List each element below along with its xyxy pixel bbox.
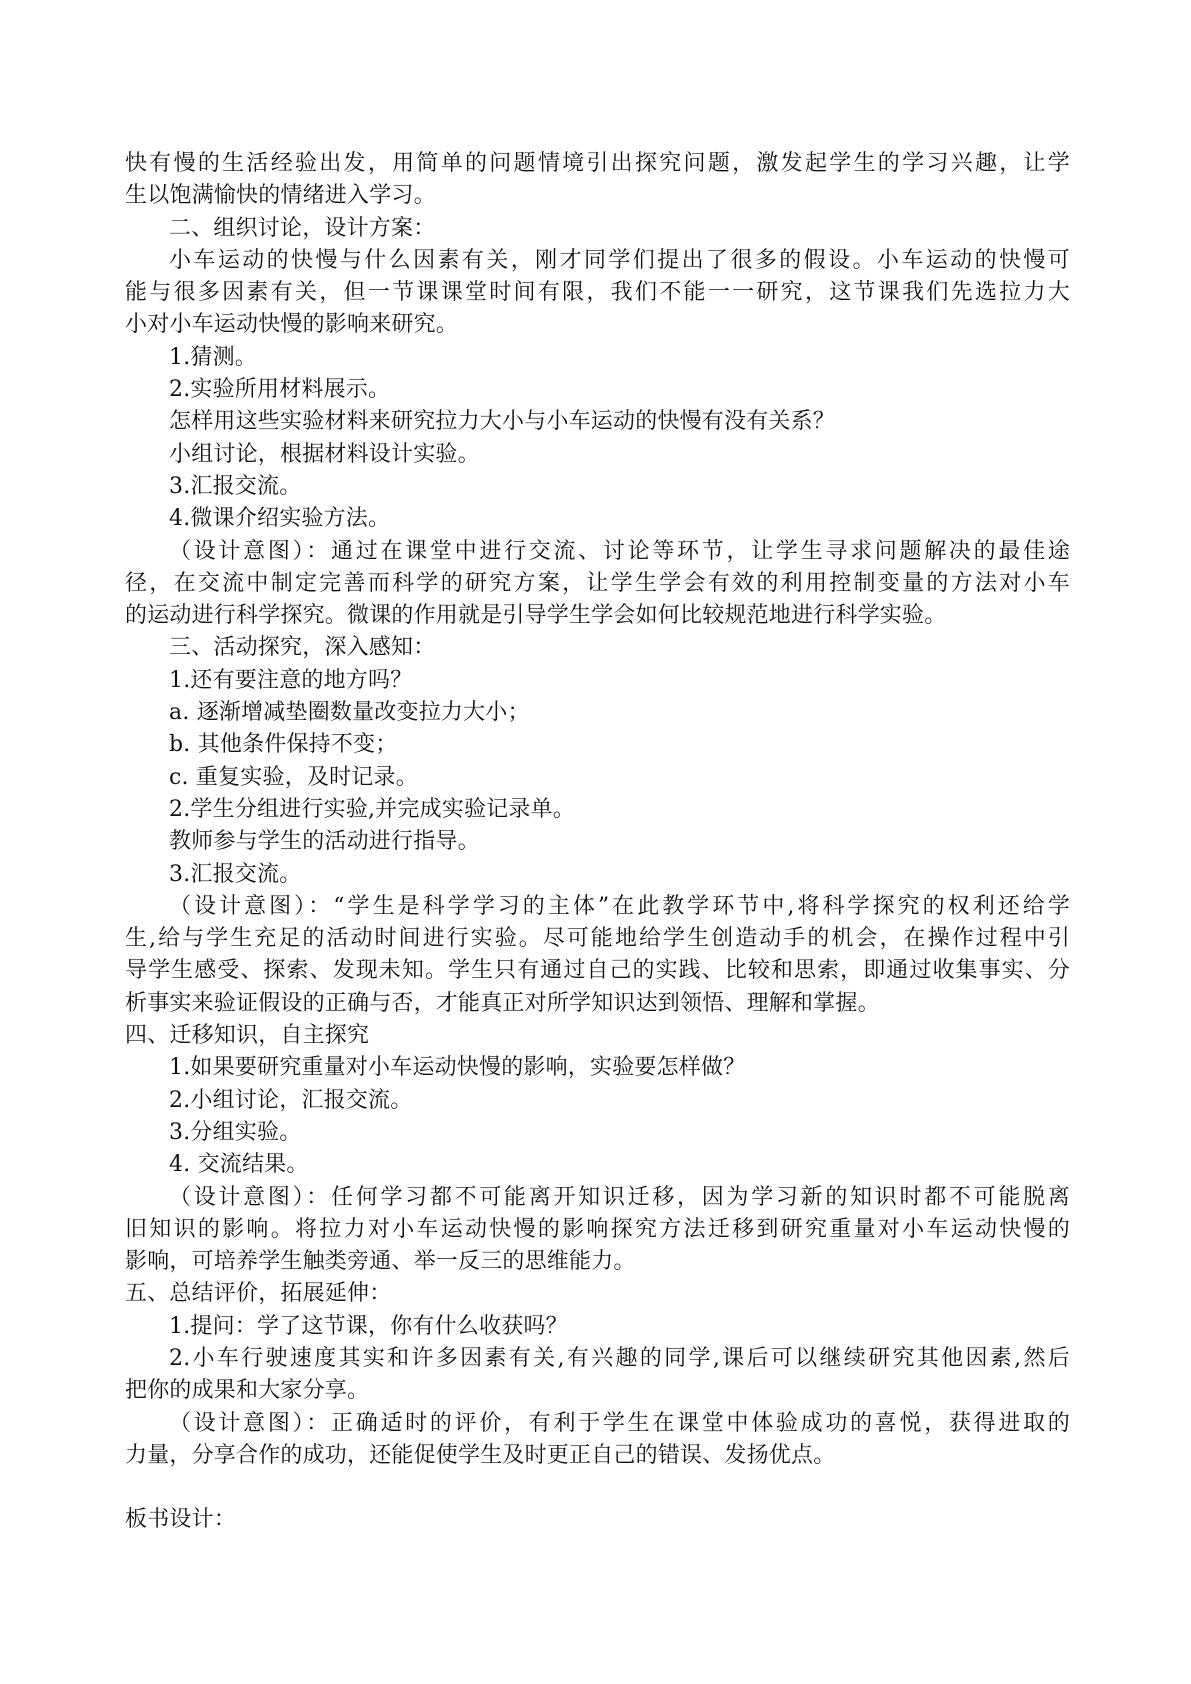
design-intent-line: （设计意图）：“学生是科学学习的主体”在此教学环节中,将科学探究的权利还给学 [169, 893, 1070, 919]
design-intent-line: （设计意图）：任何学习都不可能离开知识迁移，因为学习新的知识时都不可能脱离 [169, 1184, 1070, 1210]
design-intent-line: 的运动进行科学探究。微课的作用就是引导学生学会如何比较规范地进行科学实验。 [125, 603, 947, 629]
list-item: 3.汇报交流。 [169, 473, 302, 499]
list-item: 4. 交流结果。 [169, 1152, 309, 1178]
section-heading: 三、活动探究，深入感知： [169, 635, 436, 661]
document-page [125, 148, 1070, 1536]
board-design-heading: 板书设计： [125, 1507, 237, 1533]
paragraph-line: 小对小车运动快慢的影响来研究。 [125, 312, 459, 338]
section-heading: 四、迁移知识，自主探究 [125, 1023, 370, 1049]
paragraph-line: 生以饱满愉快的情绪进入学习。 [125, 183, 436, 209]
blank-line [125, 1472, 1070, 1504]
design-intent-line: 析事实来验证假设的正确与否，才能真正对所学知识达到领悟、理解和掌握。 [125, 990, 880, 1016]
design-intent-line: 旧知识的影响。将拉力对小车运动快慢的影响探究方法迁移到研究重量对小车运动快慢的 [125, 1216, 1070, 1242]
sub-list-item: a. 逐渐增减垫圈数量改变拉力大小； [169, 700, 530, 726]
sub-list-item: b. 其他条件保持不变； [169, 732, 398, 758]
paragraph-line: 小车运动的快慢与什么因素有关，刚才同学们提出了很多的假设。小车运动的快慢可 [169, 247, 1070, 273]
list-item: 3.分组实验。 [169, 1119, 302, 1145]
paragraph-line: 把你的成果和大家分享。 [125, 1378, 370, 1404]
design-intent-line: 影响，可培养学生触类旁通、举一反三的思维能力。 [125, 1249, 636, 1275]
paragraph-line: 怎样用这些实验材料来研究拉力大小与小车运动的快慢有没有关系？ [169, 409, 836, 435]
design-intent-line: 导学生感受、探索、发现未知。学生只有通过自己的实践、比较和思索，即通过收集事实、分 [125, 958, 1070, 984]
design-intent-line: （设计意图）：正确适时的评价，有利于学生在课堂中体验成功的喜悦，获得进取的 [169, 1410, 1070, 1436]
paragraph-line: 教师参与学生的活动进行指导。 [169, 829, 480, 855]
sub-list-item: c. 重复实验，及时记录。 [169, 764, 418, 790]
section-heading: 二、组织讨论，设计方案： [169, 215, 436, 241]
list-item: 1.猜测。 [169, 344, 257, 370]
list-item: 2.学生分组进行实验,并完成实验记录单。 [169, 796, 575, 822]
design-intent-line: 径，在交流中制定完善而科学的研究方案，让学生学会有效的利用控制变量的方法对小车 [125, 570, 1070, 596]
paragraph-line: 快有慢的生活经验出发，用简单的问题情境引出探究问题，激发起学生的学习兴趣，让学 [125, 151, 1070, 176]
list-item: 2.实验所用材料展示。 [169, 377, 391, 403]
design-intent-line: 力量，分享合作的成功，还能促使学生及时更正自己的错误、发扬优点。 [125, 1442, 836, 1468]
list-item: 2.小组讨论，汇报交流。 [169, 1087, 413, 1113]
paragraph-line: 小组讨论，根据材料设计实验。 [169, 441, 480, 467]
design-intent-line: 生,给与学生充足的活动时间进行实验。尽可能地给学生创造动手的机会，在操作过程中引 [125, 926, 1070, 952]
paragraph-line: 能与很多因素有关，但一节课课堂时间有限，我们不能一一研究，这节课我们先选拉力大 [125, 280, 1070, 306]
list-item: 1.还有要注意的地方吗？ [169, 667, 413, 693]
section-heading: 五、总结评价，拓展延伸： [125, 1281, 392, 1307]
design-intent-line: （设计意图）：通过在课堂中进行交流、讨论等环节，让学生寻求问题解决的最佳途 [169, 538, 1070, 564]
list-item: 2.小车行驶速度其实和许多因素有关,有兴趣的同学,课后可以继续研究其他因素,然后 [169, 1345, 1070, 1371]
list-item: 1.提问：学了这节课，你有什么收获吗？ [169, 1313, 568, 1339]
list-item: 4.微课介绍实验方法。 [169, 506, 391, 532]
list-item: 1.如果要研究重量对小车运动快慢的影响，实验要怎样做？ [169, 1055, 746, 1081]
list-item: 3.汇报交流。 [169, 861, 302, 887]
